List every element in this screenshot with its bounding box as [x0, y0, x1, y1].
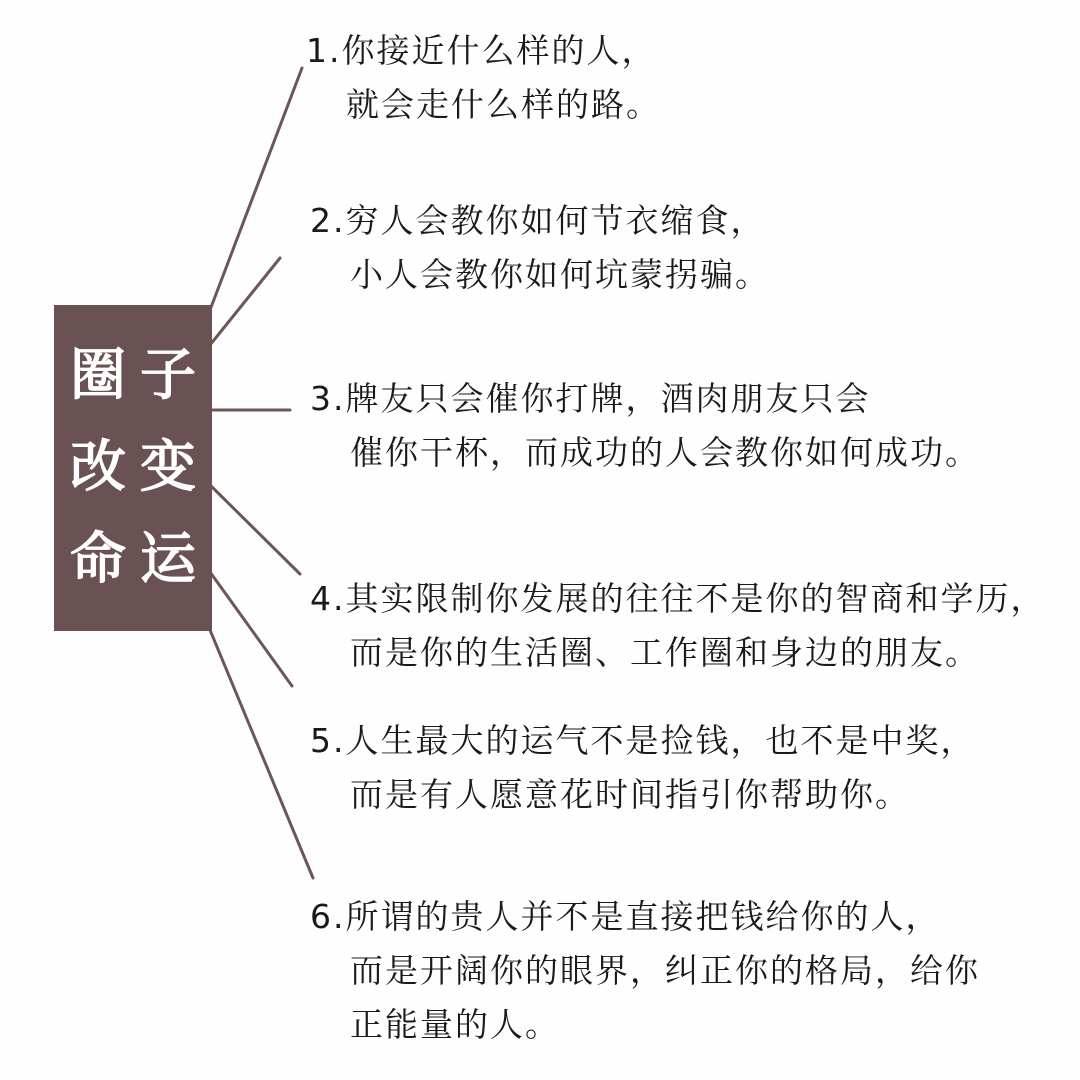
- point-3-line-1: 3.牌友只会催你打牌，酒肉朋友只会: [310, 379, 871, 418]
- point-1: [306, 24, 661, 132]
- point-4-line-2: 而是你的生活圈、工作圈和身边的朋友。: [350, 633, 980, 672]
- connector-line-2: [210, 258, 280, 345]
- point-2-line-2: 小人会教你如何坑蒙拐骗。: [350, 255, 770, 294]
- point-5-line-1: 5.人生最大的运气不是捡钱，也不是中奖，: [310, 721, 976, 760]
- point-4: [310, 572, 1046, 680]
- point-6: [310, 890, 980, 1052]
- point-6-line-1: 6.所谓的贵人并不是直接把钱给你的人，: [310, 897, 941, 936]
- point-1-line-2: 就会走什么样的路。: [346, 85, 661, 124]
- title-line-3: [54, 527, 212, 592]
- title-char: 改: [70, 435, 126, 500]
- connector-line-1: [210, 68, 302, 310]
- point-3-line-2: 催你干杯，而成功的人会教你如何成功。: [350, 433, 980, 472]
- connector-line-5: [210, 572, 292, 686]
- point-2-line-1: 2.穷人会教你如何节衣缩食，: [310, 201, 766, 240]
- title-char: 子: [140, 343, 196, 408]
- connector-line-4: [210, 485, 300, 574]
- point-2: [310, 194, 770, 302]
- point-1-line-1: 1.你接近什么样的人，: [306, 31, 657, 70]
- title-line-2: [54, 435, 212, 500]
- title-char: 变: [140, 435, 196, 500]
- title-line-1: [54, 343, 212, 408]
- point-5: [310, 714, 976, 822]
- point-6-line-2: 而是开阔你的眼界，纠正你的格局，给你: [350, 951, 980, 990]
- central-title-box: [54, 305, 212, 631]
- point-4-line-1: 4.其实限制你发展的往往不是你的智商和学历，: [310, 579, 1046, 618]
- title-char: 圈: [70, 343, 126, 408]
- connector-line-6: [210, 630, 313, 878]
- title-char: 运: [140, 527, 196, 592]
- point-5-line-2: 而是有人愿意花时间指引你帮助你。: [350, 775, 910, 814]
- point-3: [310, 372, 980, 480]
- title-char: 命: [70, 527, 126, 592]
- point-6-line-3: 正能量的人。: [350, 1005, 560, 1044]
